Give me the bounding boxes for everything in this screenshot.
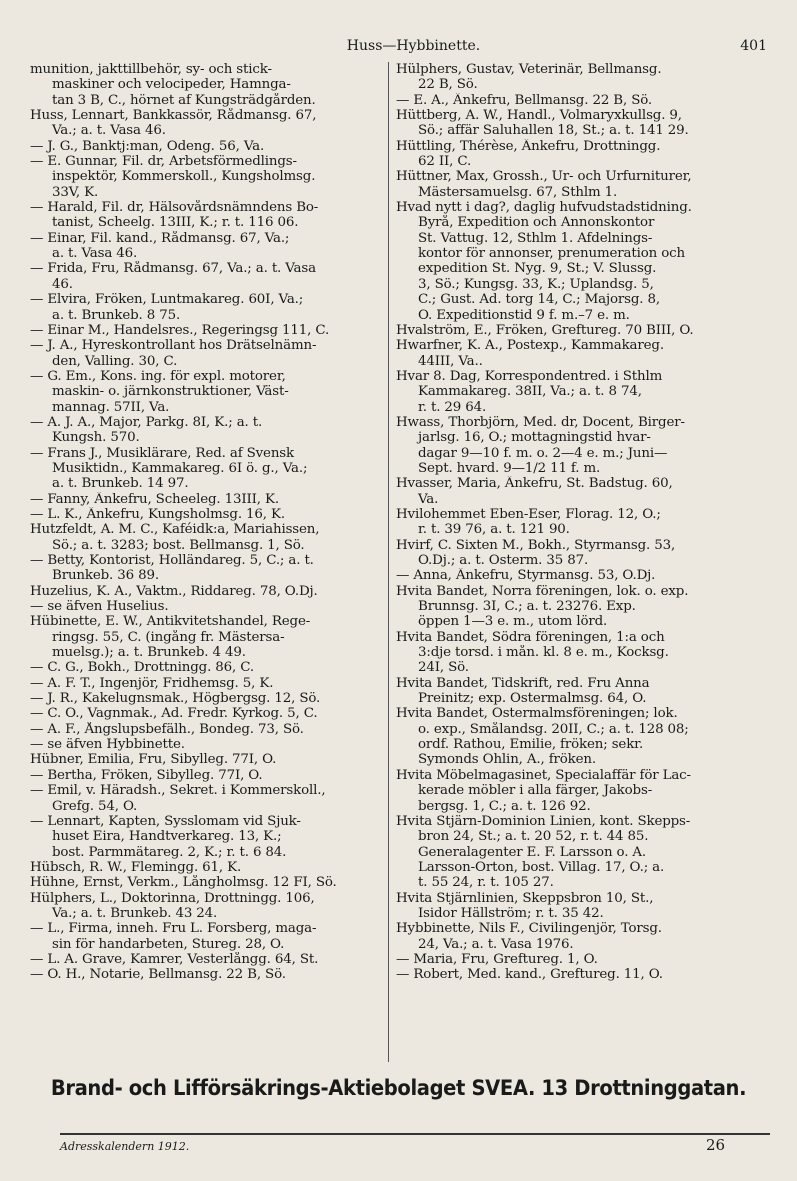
directory-line: Ö.Dj.; a. t. Österm. 35 87. (418, 553, 589, 568)
directory-line: 22 B, Sö. (418, 77, 478, 93)
directory-line: Va. (418, 491, 439, 507)
directory-line: Huss, Lennart, Bankkassör, Rådmansg. 67, (30, 108, 317, 124)
directory-line: Isidor Hällström; r. t. 35 42. (418, 905, 604, 921)
directory-line: Va.; a. t. Vasa 46. (52, 123, 166, 139)
directory-line: 46. (52, 276, 73, 292)
directory-line: 62 II, C. (418, 154, 472, 170)
directory-line: t. 55 24, r. t. 105 27. (418, 875, 554, 891)
directory-line: Sö.; affär Saluhallen 18, St.; a. t. 141 29. (418, 123, 689, 139)
directory-line: Hübinette, E. W., Antikvitetshandel, Rege- (30, 614, 311, 630)
footer-publication: Adresskalendern 1912. (60, 1140, 190, 1153)
directory-line: Generalagenter E. F. Larsson o. A. (418, 844, 647, 860)
directory-line: — L. K., Änkefru, Kungsholmsg. 16, K. (30, 506, 285, 522)
directory-line: expedition St. Nyg. 9, St.; V. Slussg. (418, 261, 657, 277)
directory-line: Hwass, Thorbjörn, Med. dr, Docent, Birger- (396, 414, 685, 430)
directory-line: Hvita Stjärn-Dominion Linien, kont. Skepps- (396, 813, 691, 829)
directory-line: — Maria, Fru, Greftureg. 1, Ö. (396, 951, 598, 967)
directory-line: Hvirf, C. Sixten M., Bokh., Styrmansg. 53, (396, 537, 676, 553)
directory-line: Hvita Bandet, Östermalmsföreningen; lok. (396, 706, 678, 722)
directory-line: 3, Sö.; Kungsg. 33, K.; Uplandsg. 5, (418, 276, 654, 292)
directory-line: — G. Em., Kons. ing. för expl. motorer, (30, 368, 286, 384)
directory-line: Hvita Bandet, Södra föreningen, 1:a och (396, 629, 665, 645)
directory-line: o. exp., Smålandsg. 20II, C.; a. t. 128 08; (418, 721, 689, 737)
directory-line: Hvita Bandet, Norra föreningen, lok. o. exp. (396, 583, 689, 599)
directory-line: bergsg. 1, C.; a. t. 126 92. (418, 798, 591, 814)
directory-line: Preinitz; exp. Östermalmsg. 64, Ö. (418, 691, 647, 707)
directory-line: mannag. 57II, Va. (52, 399, 170, 415)
directory-line: inspektör, Kommerskoll., Kungsholmsg. (52, 169, 316, 185)
directory-line: Symonds Ohlin, A., fröken. (418, 752, 597, 768)
directory-line: Hvasser, Maria, Änkefru, St. Badstug. 60, (396, 476, 673, 492)
directory-line: 24I, Sö. (418, 660, 469, 676)
directory-line: 3:dje torsd. i mån. kl. 8 e. m., Kocksg. (418, 645, 669, 661)
directory-line: Hvad nytt i dag?, daglig hufvudstadstidning. (396, 200, 692, 216)
directory-line: sin för handarbeten, Stureg. 28, Ö. (52, 936, 285, 952)
right-column (396, 62, 768, 983)
directory-line: — J. R., Kakelugnsmak., Högbergsg. 12, Sö. (30, 691, 321, 707)
directory-line: Hvita Bandet, Tidskrift, red. Fru Anna (396, 675, 650, 691)
directory-line: Hvita Stjärnlinien, Skeppsbron 10, St., (396, 890, 654, 906)
directory-line: Larsson-Orton, bost. Villag. 17, Ö.; a. (418, 859, 665, 875)
advertisement-banner: Brand- och Lifförsäkrings-Aktiebolaget SVEA. 13 Drottninggatan. (50, 1076, 747, 1100)
directory-line: ringsg. 55, C. (ingång fr. Mästersa- (52, 629, 285, 645)
directory-line: Sö.; a. t. 3283; bost. Bellmansg. 1, Sö. (52, 537, 305, 553)
directory-line: — Emil, v. Häradsh., Sekret. i Kommerskoll., (30, 783, 326, 799)
page-number: 401 (740, 38, 767, 54)
directory-line: Hüttner, Max, Grossh., Ur- och Urfurniturer, (396, 169, 692, 185)
directory-line: ordf. Rathou, Emilie, fröken; sekr. (418, 737, 644, 753)
directory-line: — Robert, Med. kand., Greftureg. 11, Ö. (396, 967, 663, 983)
directory-line: Mästersamuelsg. 67, Sthlm 1. (418, 184, 618, 200)
directory-line: jarlsg. 16, Ö.; mottagningstid hvar- (418, 430, 651, 446)
directory-line: — C. G., Bokh., Drottningg. 86, C. (30, 660, 254, 676)
directory-line: Kungsh. 570. (52, 430, 140, 446)
directory-line: Hvilohemmet Eben-Eser, Florag. 12, Ö.; (396, 506, 661, 522)
directory-line: munition, jakttillbehör, sy- och stick- (30, 62, 272, 77)
directory-line: Grefg. 54, Ö. (52, 798, 138, 814)
page-header (60, 38, 767, 58)
directory-line: Hübner, Emilia, Fru, Sibylleg. 77I, Ö. (30, 752, 277, 768)
directory-line: bron 24, St.; a. t. 20 52, r. t. 44 85. (418, 829, 649, 845)
directory-line: Hüttling, Thérèse, Änkefru, Drottningg. (396, 138, 661, 154)
directory-line: — Betty, Kontorist, Holländareg. 5, C.; a. t. (30, 553, 314, 568)
directory-line: Kammakareg. 38II, Va.; a. t. 8 74, (418, 384, 642, 400)
directory-line: a. t. Brunkeb. 8 75. (52, 307, 181, 323)
directory-line: Brunnsg. 3I, C.; a. t. 23276. Exp. (418, 599, 636, 615)
directory-line: kerade möbler i alla färger, Jakobs- (418, 783, 653, 799)
directory-line: — E. A., Änkefru, Bellmansg. 22 B, Sö. (396, 92, 652, 108)
directory-line: Hüttberg, A. W., Handl., Volmaryxkullsg. 9, (396, 108, 682, 124)
directory-line: — Harald, Fil. dr, Hälsovårdsnämndens Bo- (30, 200, 319, 216)
directory-line: — Frans J., Musiklärare, Red. af Svensk (30, 445, 294, 461)
directory-line: — Einar, Fil. kand., Rådmansg. 67, Va.; (30, 230, 290, 246)
directory-line: C.; Gust. Ad. torg 14, C.; Majorsg. 8, (418, 292, 660, 308)
footer-signature: 26 (706, 1136, 726, 1154)
directory-line: — C. O., Vagnmak., Ad. Fredr. Kyrkog. 5, C. (30, 706, 318, 722)
directory-line: tan 3 B, C., hörnet af Kungsträdgården. (52, 92, 316, 108)
directory-line: Hvalström, E., Fröken, Greftureg. 70 BIII, Ö. (396, 322, 694, 338)
directory-line: Hutzfeldt, A. M. C., Kaféidk:a, Mariahissen, (30, 522, 320, 538)
directory-line: — Einar M., Handelsres., Regeringsg 111, C. (30, 322, 330, 338)
directory-line: — E. Gunnar, Fil. dr, Arbetsförmedlings- (30, 154, 297, 170)
directory-line: St. Vattug. 12, Sthlm 1. Afdelnings- (418, 230, 653, 246)
directory-line: tanist, Scheelg. 13III, K.; r. t. 116 06. (52, 215, 299, 231)
directory-line: — Anna, Änkefru, Styrmansg. 53, Ö.Dj. (396, 568, 656, 584)
directory-line: Hybbinette, Nils F., Civilingenjör, Torsg. (396, 921, 662, 937)
directory-line: — Bertha, Fröken, Sibylleg. 77I, Ö. (30, 767, 263, 783)
left-column (30, 62, 384, 983)
directory-line: 44III, Va.. (418, 353, 483, 369)
directory-line: Musiktidn., Kammakareg. 6I ö. g., Va.; (52, 460, 308, 476)
directory-line: 24, Va.; a. t. Vasa 1976. (418, 936, 574, 952)
directory-line: öppen 1—3 e. m., utom lörd. (418, 614, 608, 630)
directory-line: muelsg.); a. t. Brunkeb. 4 49. (52, 645, 246, 661)
directory-line: — se äfven Huselius. (30, 599, 169, 615)
directory-line: — L. A. Grave, Kamrer, Vesterlångg. 64, St. (30, 951, 319, 967)
directory-line: — Lennart, Kapten, Sysslomam vid Sjuk- (30, 813, 301, 829)
directory-line: r. t. 29 64. (418, 399, 487, 415)
directory-line: den, Valling. 30, C. (52, 353, 178, 369)
directory-line: — O. H., Notarie, Bellmansg. 22 B, Sö. (30, 967, 286, 983)
directory-line: maskiner och velocipeder, Hamnga- (52, 77, 291, 93)
running-title: Huss—Hybbinette. (346, 38, 481, 54)
directory-line: Byrå, Expedition och Annonskontor (418, 215, 655, 231)
directory-line: Hülphers, Gustav, Veterinär, Bellmansg. (396, 62, 662, 77)
directory-line: 33V, K. (52, 184, 99, 200)
footer-rule (60, 1133, 770, 1135)
directory-line: kontor för annonser, prenumeration och (418, 246, 685, 262)
directory-line: Va.; a. t. Brunkeb. 43 24. (52, 905, 218, 921)
directory-line: — Fanny, Änkefru, Scheeleg. 13III, K. (30, 491, 279, 507)
directory-line: Hübsch, R. W., Flemingg. 61, K. (30, 859, 242, 875)
directory-line: huset Eira, Handtverkareg. 13, K.; (52, 829, 282, 845)
directory-line: bost. Parmmätareg. 2, K.; r. t. 6 84. (52, 844, 287, 860)
directory-line: Hühne, Ernst, Verkm., Långholmsg. 12 FI, Sö. (30, 875, 337, 891)
directory-line: — J. A., Hyreskontrollant hos Drätselnämn- (30, 338, 317, 354)
directory-line: Ö. Expeditionstid 9 f. m.–7 e. m. (418, 307, 630, 323)
directory-line: Brunkeb. 36 89. (52, 568, 159, 584)
directory-line: — L., Firma, inneh. Fru L. Forsberg, maga- (30, 921, 317, 937)
directory-line: a. t. Vasa 46. (52, 246, 138, 262)
directory-line: — A. F., Ångslupsbefälh., Bondeg. 73, Sö. (30, 721, 304, 737)
directory-line: — J. G., Banktj:man, Odeng. 56, Va. (30, 138, 265, 154)
directory-line: — Frida, Fru, Rådmansg. 67, Va.; a. t. Vasa (30, 261, 316, 277)
directory-line: — Elvira, Fröken, Luntmakareg. 60I, Va.; (30, 292, 304, 308)
directory-line: Hwarfner, K. A., Postexp., Kammakareg. (396, 338, 664, 354)
directory-line: dagar 9—10 f. m. o. 2—4 e. m.; Juni— (418, 445, 668, 461)
directory-line: a. t. Brunkeb. 14 97. (52, 476, 189, 492)
directory-line: Huzelius, K. A., Vaktm., Riddareg. 78, Ö.Dj. (30, 583, 318, 599)
directory-line: Hvar 8. Dag, Korrespondentred. i Sthlm (396, 368, 663, 384)
directory-line: — se äfven Hybbinette. (30, 737, 185, 753)
directory-line: Sept. hvard. 9—1/2 11 f. m. (418, 460, 601, 476)
directory-line: r. t. 39 76, a. t. 121 90. (418, 522, 570, 538)
directory-line: maskin- o. järnkonstruktioner, Väst- (52, 384, 289, 400)
directory-line: — A. F. T., Ingenjör, Fridhemsg. 5, K. (30, 675, 274, 691)
directory-line: Hülphers, L., Doktorinna, Drottningg. 106, (30, 890, 315, 906)
column-divider (388, 62, 389, 1062)
directory-line: — A. J. A., Major, Parkg. 8I, K.; a. t. (30, 414, 263, 430)
directory-line: Hvita Möbelmagasinet, Specialaffär för Lac- (396, 767, 691, 783)
